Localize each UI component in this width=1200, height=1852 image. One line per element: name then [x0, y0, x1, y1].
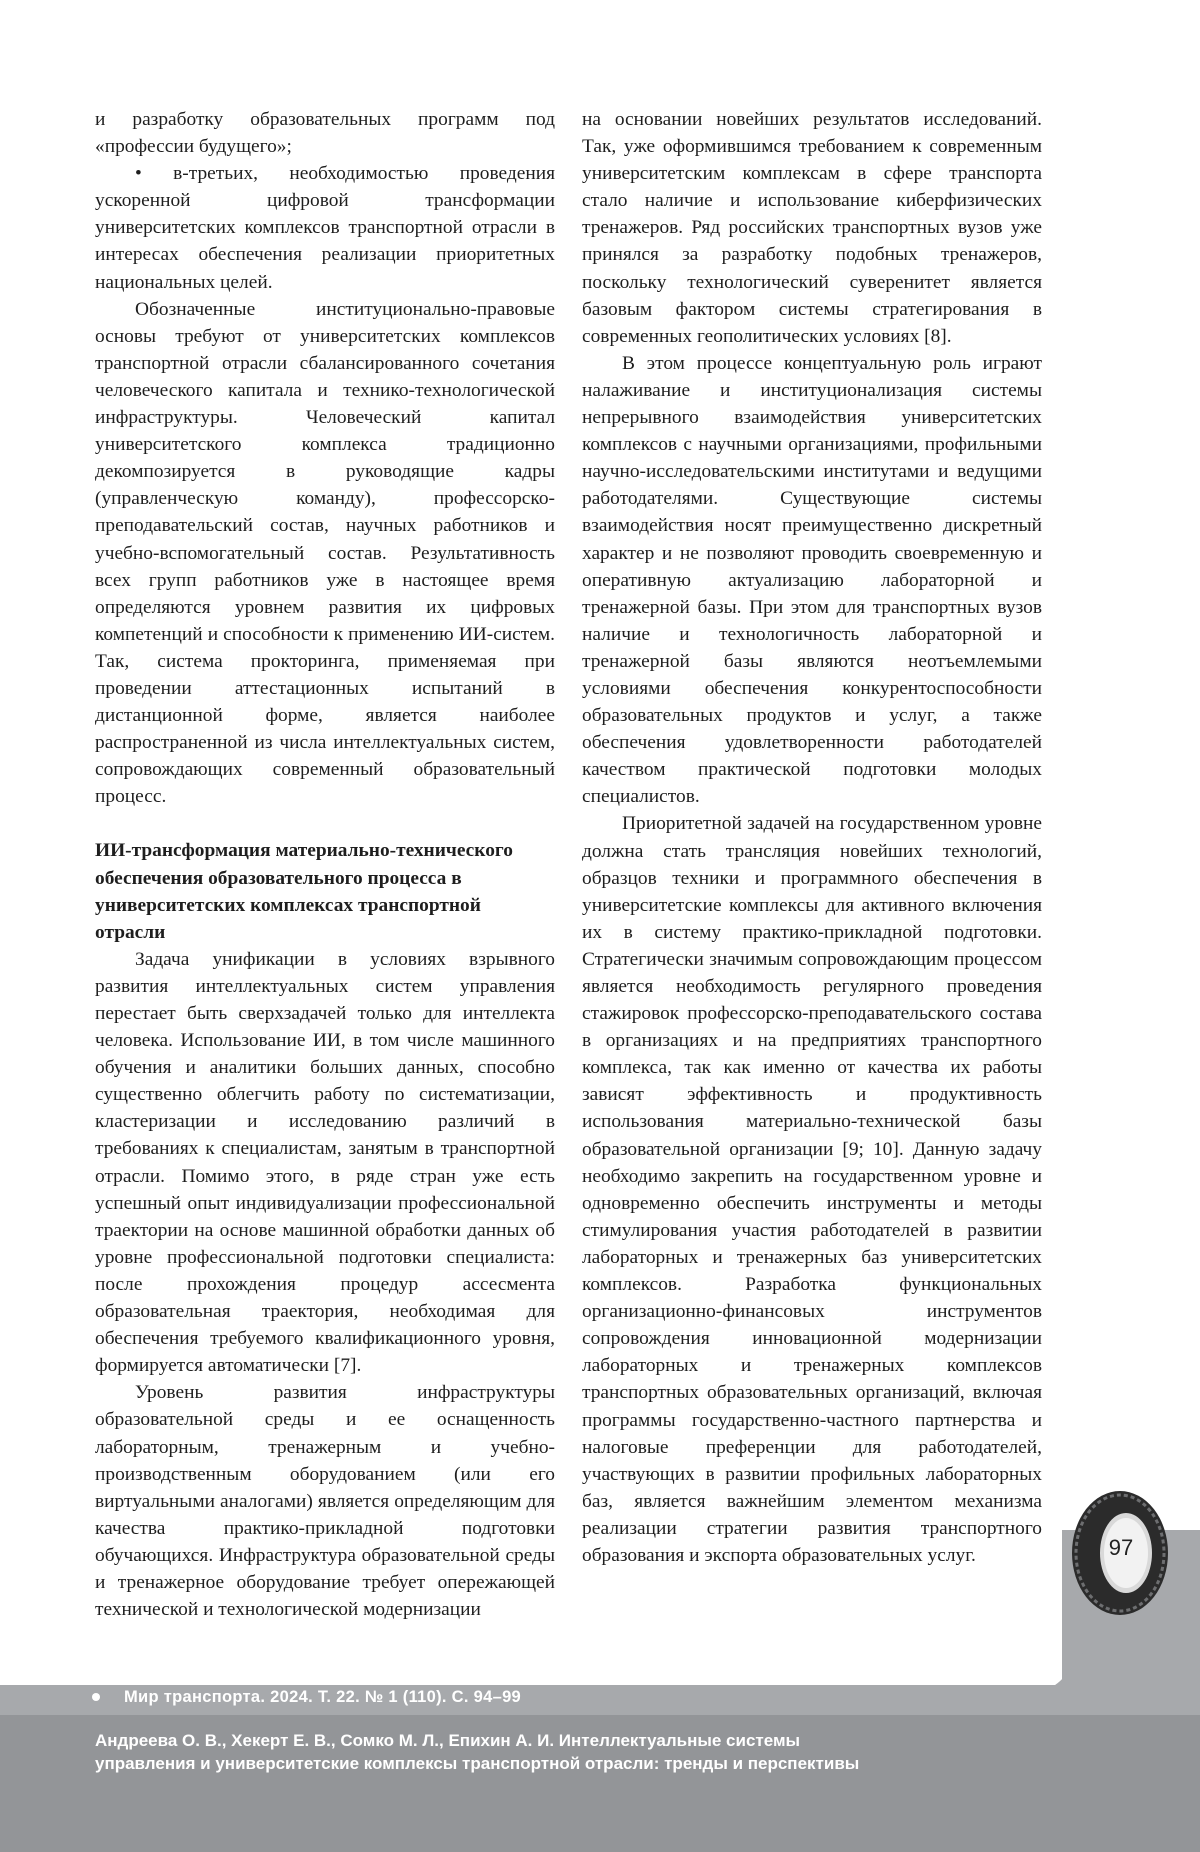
paragraph: и разработку образовательных программ под «профессии будущего»; — [95, 109, 555, 158]
authors-title — [95, 1729, 1155, 1775]
page-number: 97 — [1108, 1535, 1134, 1560]
paragraph: Приоритетной задачей на государственном уровне должна стать трансляция новейших технологий, образцов техники и программного обеспечения в университетские комплексы для активного включения их в систему практико-прикладной подготовки. Стратегически значимым сопровождающим процессом является необходимость регулярного проведения стажировок профессорско-преподавательского состава в организациях и на предприятиях транспортного комплекса, так как именно от качества их работы зависят эффективность и продуктивность использования материально-технической базы образовательной организации [9; 10]. Данную задачу необходимо закрепить на государственном уровне и одновременно обеспечить инструменты и методы стимулирования участия работодателей в развитии лабораторных и тренажерных баз университетских комплексов. Разработка функциональных организационно-финансовых инструментов сопровождения инновационной модернизации лабораторных и тренажерных комплексов транспортных образовательных организаций, включая программы государственно-частного партнерства и налоговые преференции для работодателей, участвующих в развитии профильных лабораторных баз, является важнейшим элементом механизма реализации стратегии развития транспортного образования и экспорта образовательных услуг. — [582, 813, 1042, 1566]
section-heading: ИИ-трансформация материально-технического обеспечения образовательного процесса в университетских комплексах транспортной отрасли — [95, 840, 513, 943]
footer-authors-block — [0, 1715, 1200, 1852]
authors-line-1: Андреева О. В., Хекерт Е. В., Сомко М. Л., Епихин А. И. Интеллектуальные системы — [95, 1731, 801, 1750]
paragraph: Уровень развития инфраструктуры образовательной среды и ее оснащенность лабораторным, тренажерным и учебно-производственным оборудованием (или его виртуальными аналогами) является определяющим для качества практико-прикладной подготовки обучающихся. Инфраструктура образовательной среды и тренажерное оборудование требует опережающей технической и технологической модернизации — [95, 1382, 555, 1621]
journal-citation: Мир транспорта. 2024. Т. 22. № 1 (110). С. 94–99 — [124, 1688, 522, 1706]
left-column — [95, 106, 555, 1623]
paragraph: Задача унификации в условиях взрывного развития интеллектуальных систем управления перестает быть сверхзадачей только для интеллекта человека. Использование ИИ, в том числе машинного обучения и аналитики больших данных, способно существенно облегчить работу по систематизации, кластеризации и исследованию различий в требованиях к специалистам, занятым в транспортной отрасли. Помимо этого, в ряде стран уже есть успешный опыт индивидуализации профессиональной траектории на основе машинной обработки данных об уровне профессиональной подготовки специалиста: после прохождения процедур ассесмента образовательная траектория, необходимая для обеспечения требуемого квалификационного уровня, формируется автоматически [7]. — [95, 948, 555, 1377]
right-column — [582, 106, 1042, 1569]
paragraph: • в-третьих, необходимостью проведения ускоренной цифровой трансформации университетских комплексов транспортной отрасли в интересах обеспечения реализации приоритетных национальных целей. — [95, 163, 555, 293]
authors-line-2: управления и университетские комплексы транспортной отрасли: тренды и перспективы — [95, 1754, 860, 1773]
bullet-icon — [92, 1693, 100, 1701]
footer-citation-bar — [0, 1685, 1200, 1715]
paragraph: В этом процессе концептуальную роль играют налаживание и институционализация системы непрерывного взаимодействия университетских комплексов с научными организациями, профильными научно-исследовательскими институтами и ведущими работодателями. Существующие системы взаимодействия носят преимущественно дискретный характер и не позволяют проводить своевременную и оперативную актуализацию лабораторной и тренажерной базы. При этом для транспортных вузов наличие и технологичность лабораторной и тренажерной базы являются неотъемлемыми условиями обеспечения конкурентоспособности образовательных продуктов и услуг, а также обеспечения удовлетворенности работодателей качеством практической подготовки молодых специалистов. — [582, 352, 1042, 808]
paragraph: на основании новейших результатов исследований. Так, уже оформившимся требованием к современным университетским комплексам в сфере транспорта стало наличие и использование киберфизических тренажеров. Ряд российских транспортных вузов уже принялся за разработку подобных тренажеров, поскольку технологический суверенитет является базовым фактором системы стратегирования в современных геополитических условиях [8]. — [582, 109, 1042, 347]
paragraph: Обозначенные институционально-правовые основы требуют от университетских комплексов транспортной отрасли сбалансированного сочетания человеческого капитала и технико-технологической инфраструктуры. Человеческий капитал университетского комплекса традиционно декомпозируется в руководящие кадры (управленческую команду), профессорско-преподавательский состав, научных работников и учебно-вспомогательный состав. Результативность всех групп работников уже в настоящее время определяются уровнем развития их цифровых компетенций и способности к применению ИИ-систем. Так, система прокторинга, применяемая при проведении аттестационных испытаний в дистанционной форме, является наиболее распространенной из числа интеллектуальных систем, сопровождающих современный образовательный процесс. — [95, 298, 555, 808]
